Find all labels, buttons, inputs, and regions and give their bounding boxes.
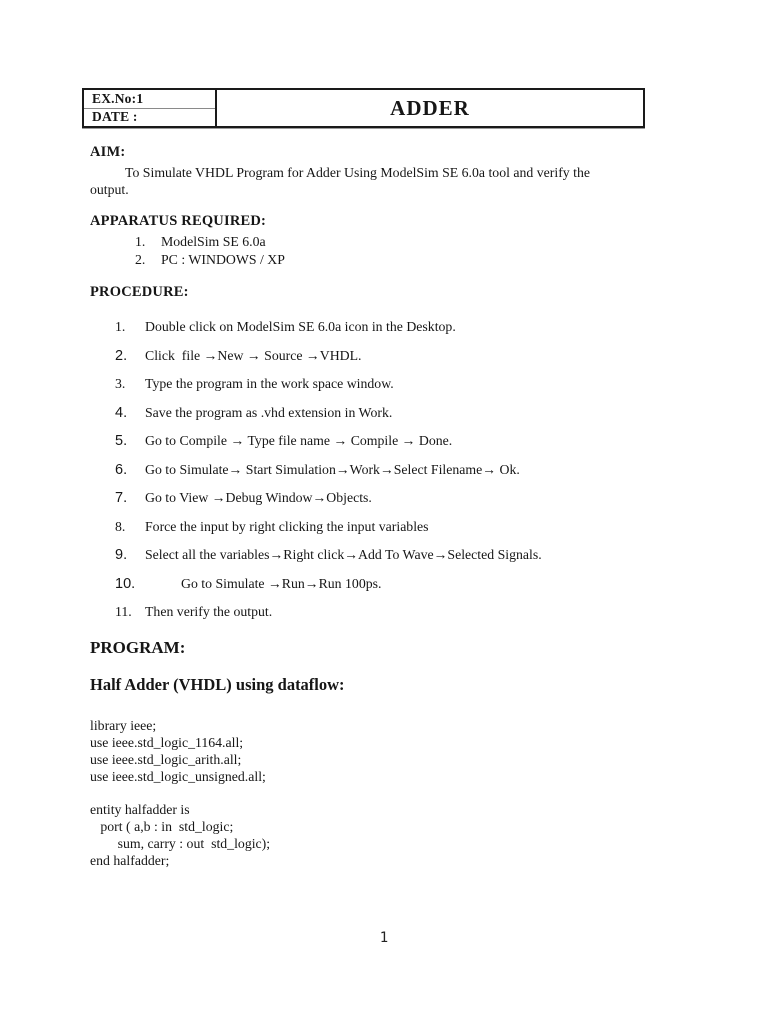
procedure-step bbox=[90, 319, 542, 335]
apparatus-item-text: ModelSim SE 6.0a bbox=[161, 234, 266, 249]
apparatus-item bbox=[90, 252, 285, 268]
step-number: 8. bbox=[115, 518, 126, 534]
apparatus-item bbox=[90, 234, 285, 250]
apparatus-item-number: 2. bbox=[135, 252, 146, 267]
step-text: Double click on ModelSim SE 6.0a icon in the Desktop. bbox=[145, 319, 456, 334]
aim-text-line1: To Simulate VHDL Program for Adder Using ModelSim SE 6.0a tool and verify the bbox=[125, 165, 591, 180]
step-number: 11. bbox=[115, 604, 132, 619]
step-number: 2. bbox=[115, 347, 128, 364]
step-number: 7. bbox=[115, 490, 128, 506]
procedure-step bbox=[90, 462, 542, 478]
date-label: DATE : bbox=[92, 109, 138, 125]
exercise-number: EX.No:1 bbox=[84, 90, 215, 109]
step-text: Go to View →Debug Window→Objects. bbox=[145, 490, 372, 505]
procedure-list bbox=[90, 319, 542, 620]
step-number: 3. bbox=[115, 376, 126, 391]
apparatus-item-text: PC : WINDOWS / XP bbox=[161, 252, 285, 267]
code-line: sum, carry : out std_logic); bbox=[90, 836, 271, 851]
aim-section bbox=[90, 144, 680, 198]
step-text: Type the program in the work space window. bbox=[145, 376, 394, 391]
step-text: Save the program as .vhd extension in Work. bbox=[145, 404, 393, 420]
step-text: Go to Simulate →Run→Run 100ps. bbox=[181, 575, 382, 591]
step-number: 10. bbox=[115, 575, 136, 592]
code-line: use ieee.std_logic_1164.all; bbox=[90, 735, 244, 750]
vhdl-library-code bbox=[90, 717, 345, 785]
code-line: entity halfadder is bbox=[90, 802, 190, 817]
aim-text-line2: output. bbox=[90, 182, 129, 197]
code-line: use ieee.std_logic_arith.all; bbox=[90, 752, 242, 767]
step-text: Go to Simulate→ Start Simulation→Work→Select Filename→ Ok. bbox=[145, 461, 520, 477]
header-table bbox=[82, 88, 645, 128]
procedure-step bbox=[90, 604, 542, 620]
code-line: use ieee.std_logic_unsigned.all; bbox=[90, 769, 266, 784]
procedure-step bbox=[90, 433, 542, 449]
header-table-title-cell bbox=[217, 90, 643, 126]
apparatus-list bbox=[90, 234, 285, 268]
procedure-step bbox=[90, 519, 542, 535]
procedure-step bbox=[90, 490, 542, 506]
program-section bbox=[90, 638, 345, 869]
step-number: 6. bbox=[115, 461, 128, 478]
procedure-step bbox=[90, 405, 542, 421]
procedure-step bbox=[90, 348, 542, 364]
apparatus-item-number: 1. bbox=[135, 234, 146, 249]
apparatus-heading: APPARATUS REQUIRED: bbox=[90, 213, 267, 229]
step-number: 4. bbox=[115, 404, 128, 421]
header-table-left-column bbox=[84, 90, 217, 126]
page-number: 1 bbox=[379, 930, 389, 946]
program-heading: PROGRAM: bbox=[90, 638, 186, 657]
step-text: Force the input by right clicking the input variables bbox=[145, 518, 429, 534]
code-line: port ( a,b : in std_logic; bbox=[90, 819, 234, 834]
step-number: 9. bbox=[115, 547, 128, 563]
procedure-step bbox=[90, 576, 542, 592]
procedure-heading: PROCEDURE: bbox=[90, 284, 189, 300]
program-subheading: Half Adder (VHDL) using dataflow: bbox=[90, 675, 345, 694]
procedure-step bbox=[90, 547, 542, 563]
step-number: 1. bbox=[115, 319, 126, 334]
vhdl-entity-code bbox=[90, 801, 345, 869]
aim-heading: AIM: bbox=[90, 144, 126, 160]
step-text: Select all the variables→Right click→Add To Wave→Selected Signals. bbox=[145, 547, 542, 562]
procedure-section bbox=[90, 284, 542, 633]
step-text: Go to Compile → Type file name → Compile → Done. bbox=[145, 433, 453, 448]
document-title: ADDER bbox=[390, 95, 470, 120]
step-number: 5. bbox=[115, 433, 128, 449]
procedure-step bbox=[90, 376, 542, 392]
code-line: library ieee; bbox=[90, 718, 157, 733]
step-text: Click file →New → Source →VHDL. bbox=[145, 347, 362, 363]
step-text: Then verify the output. bbox=[145, 604, 273, 619]
apparatus-section bbox=[90, 213, 285, 268]
code-line: end halfadder; bbox=[90, 853, 170, 868]
